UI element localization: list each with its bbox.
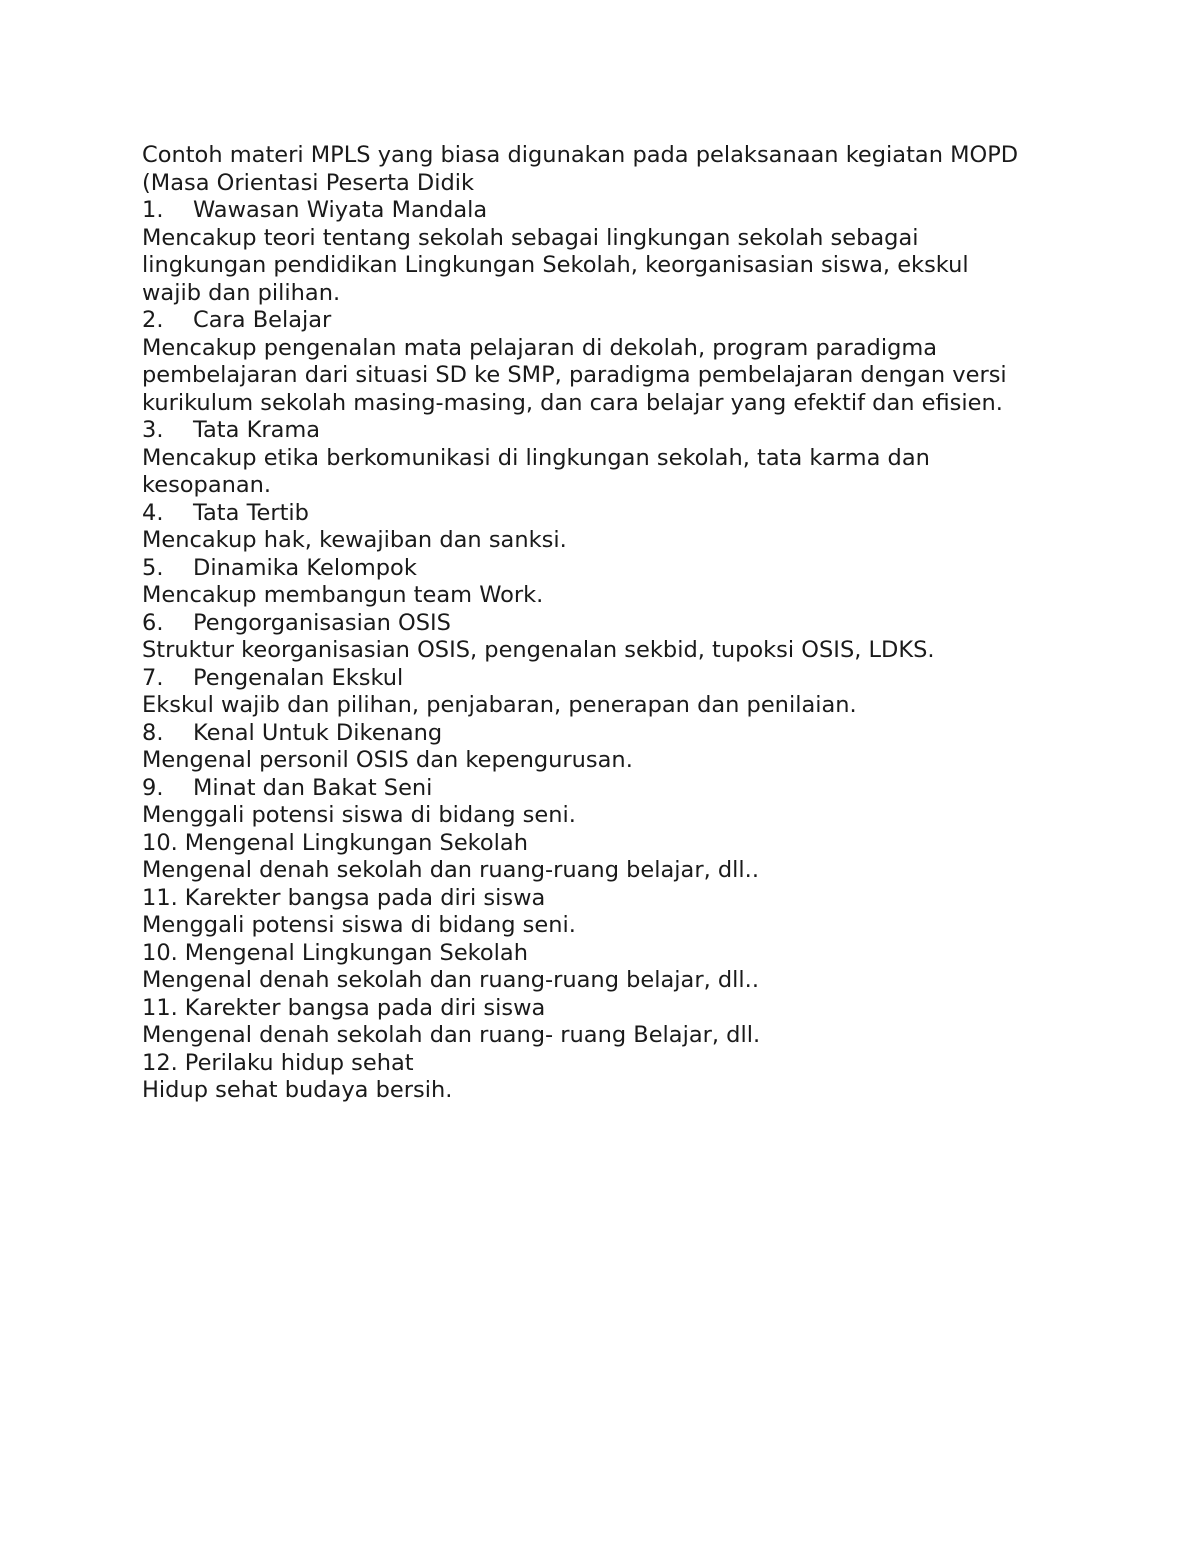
list-item-heading <box>142 610 1082 638</box>
list-item-heading <box>142 555 1082 583</box>
intro-line: (Masa Orientasi Peserta Didik <box>142 169 475 196</box>
item-number: 5. <box>142 554 164 581</box>
list-item-heading <box>142 885 1082 913</box>
item-description: Mencakup membangun team Work. <box>142 582 544 608</box>
item-number: 8. <box>142 719 164 746</box>
item-number: 12. <box>142 1049 178 1076</box>
item-description: Mencakup hak, kewajiban dan sanksi. <box>142 527 567 553</box>
list-item-heading <box>142 775 1082 803</box>
list-item-heading <box>142 307 1082 335</box>
item-title: Karekter bangsa pada diri siswa <box>184 994 546 1021</box>
item-description: Mengenal denah sekolah dan ruang-ruang belajar, dll.. <box>142 857 759 883</box>
item-description: Mengenal personil OSIS dan kepengurusan. <box>142 747 633 773</box>
item-description: Mengenal denah sekolah dan ruang-ruang belajar, dll.. <box>142 967 759 993</box>
item-title: Perilaku hidup sehat <box>184 1049 414 1076</box>
item-description: kesopanan. <box>142 472 272 498</box>
item-description: Mencakup teori tentang sekolah sebagai lingkungan sekolah sebagai <box>142 224 919 251</box>
list-item-heading <box>142 940 1082 968</box>
item-title: Tata Tertib <box>193 499 309 526</box>
item-title: Kenal Untuk Dikenang <box>193 719 443 746</box>
item-number: 2. <box>142 307 164 333</box>
list-item-heading <box>142 1050 1082 1078</box>
item-number: 10. <box>142 829 178 856</box>
list-item-heading <box>142 995 1082 1023</box>
intro-line: Contoh materi MPLS yang biasa digunakan pada pelaksanaan kegiatan MOPD <box>142 142 1019 168</box>
list-item-heading <box>142 720 1082 748</box>
item-title: Dinamika Kelompok <box>193 554 417 581</box>
item-number: 11. <box>142 994 178 1021</box>
item-title: Minat dan Bakat Seni <box>193 774 433 801</box>
list-item-heading <box>142 830 1082 858</box>
item-description: Menggali potensi siswa di bidang seni. <box>142 912 576 938</box>
item-description: lingkungan pendidikan Lingkungan Sekolah, keorganisasian siswa, ekskul <box>142 252 969 278</box>
item-title: Pengorganisasian OSIS <box>193 609 451 636</box>
list-item-heading <box>142 197 1082 225</box>
item-number: 1. <box>142 197 164 223</box>
list-item-heading <box>142 500 1082 528</box>
item-description: Struktur keorganisasian OSIS, pengenalan sekbid, tupoksi OSIS, LDKS. <box>142 637 935 663</box>
item-number: 4. <box>142 499 164 526</box>
item-title: Pengenalan Ekskul <box>193 664 404 691</box>
item-title: Cara Belajar <box>193 307 332 333</box>
item-title: Tata Krama <box>193 417 321 443</box>
item-number: 7. <box>142 664 164 691</box>
item-title: Karekter bangsa pada diri siswa <box>184 884 546 911</box>
item-description: pembelajaran dari situasi SD ke SMP, paradigma pembelajaran dengan versi <box>142 362 1007 388</box>
item-number: 3. <box>142 417 164 443</box>
item-description: Mencakup etika berkomunikasi di lingkungan sekolah, tata karma dan <box>142 444 930 471</box>
list-item-heading <box>142 665 1082 693</box>
item-number: 11. <box>142 884 178 911</box>
item-title: Mengenal Lingkungan Sekolah <box>184 829 528 856</box>
item-description: Hidup sehat budaya bersih. <box>142 1077 453 1103</box>
item-description: wajib dan pilihan. <box>142 279 341 306</box>
item-description: Mencakup pengenalan mata pelajaran di dekolah, program paradigma <box>142 334 938 361</box>
item-description: Menggali potensi siswa di bidang seni. <box>142 802 576 828</box>
item-description: kurikulum sekolah masing-masing, dan cara belajar yang efektif dan efisien. <box>142 389 1003 416</box>
item-number: 10. <box>142 939 178 966</box>
item-number: 6. <box>142 609 164 636</box>
list-item-heading <box>142 417 1082 445</box>
document-page <box>142 142 1082 1105</box>
item-title: Mengenal Lingkungan Sekolah <box>184 939 528 966</box>
item-number: 9. <box>142 774 164 801</box>
item-description: Ekskul wajib dan pilihan, penjabaran, penerapan dan penilaian. <box>142 692 857 718</box>
item-description: Mengenal denah sekolah dan ruang- ruang Belajar, dll. <box>142 1022 761 1048</box>
item-title: Wawasan Wiyata Mandala <box>193 197 488 223</box>
